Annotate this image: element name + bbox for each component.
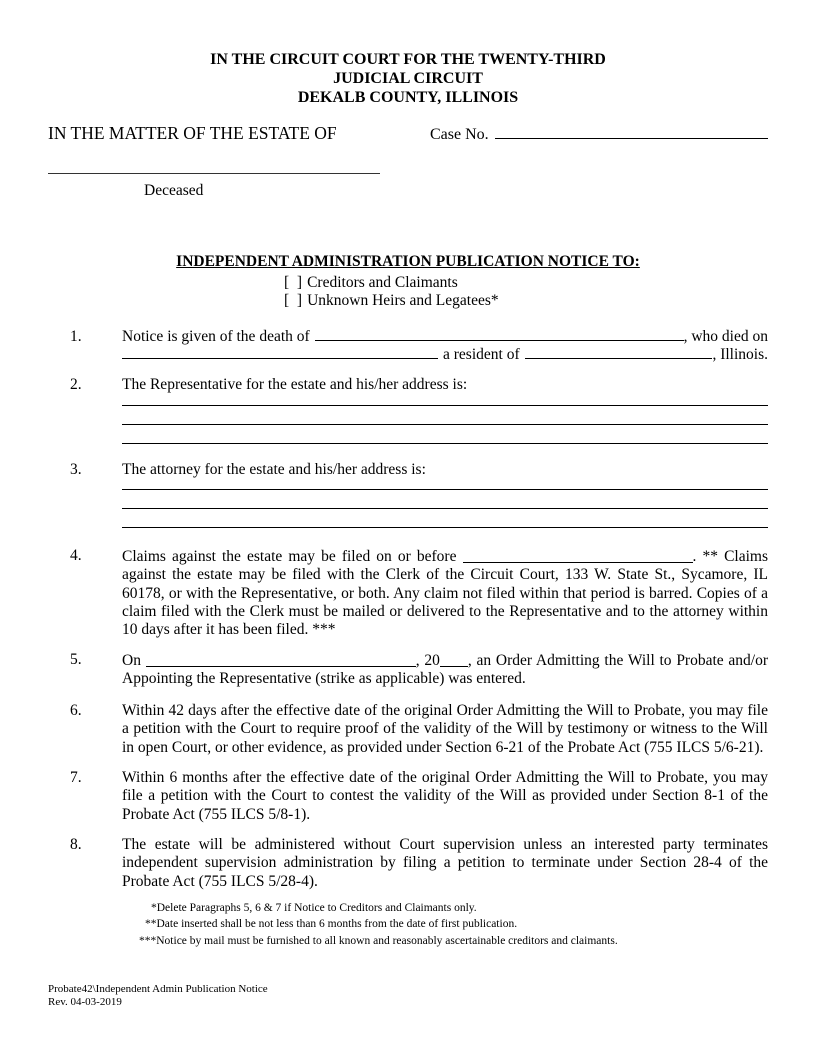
paragraph-1: [48, 328, 768, 365]
paragraph-6: [48, 702, 768, 757]
p1-end-text: , Illinois.: [712, 346, 768, 364]
paragraph-4: [48, 547, 768, 639]
order-year-field[interactable]: [440, 651, 468, 667]
paragraph-5-text: [122, 651, 768, 689]
attorney-address-line-2[interactable]: [122, 498, 768, 509]
creditors-label: Creditors and Claimants: [307, 273, 458, 291]
court-header: [48, 50, 768, 107]
creditors-checkbox[interactable]: [ ]: [284, 273, 303, 291]
paragraph-1-line-1: [122, 328, 768, 346]
case-caption: [48, 123, 768, 144]
attorney-address-line-1[interactable]: [122, 479, 768, 490]
notice-options: [284, 274, 768, 310]
paragraph-4-text: [122, 547, 768, 639]
court-name-line1: IN THE CIRCUIT COURT FOR THE TWENTY-THIRD: [210, 51, 606, 68]
paragraph-7: [48, 769, 768, 824]
p1-mid2-text: a resident of: [443, 346, 520, 364]
option-creditors: [284, 274, 768, 292]
form-identifier: [48, 983, 268, 1009]
death-date-field[interactable]: [122, 358, 438, 359]
paragraph-3-number: 3.: [70, 460, 82, 478]
paragraph-6-text: Within 42 days after the effective date of the original Order Admitting the Will to Probate, you may file a petition with the Court to require proof of the validity of the Will by testimony or witness to the Will in open Court, or other evidence, as provided under Section 6-21 of the Probate Act (755 ILCS 5/6-21).: [122, 702, 768, 756]
paragraph-3: [48, 461, 768, 528]
claims-deadline-field[interactable]: [463, 547, 693, 563]
p5-mid-text: , 20: [415, 651, 440, 669]
paragraph-1-line-2: [122, 346, 768, 364]
option-heirs: [284, 292, 768, 310]
p4-post-text: . **: [692, 548, 718, 566]
paragraph-8-text: The estate will be administered without Court supervision unless an interested party terminates independent supervision administration by filing a petition to terminate under Section 28-4 of the Probate Act (755 ILCS 5/28-4).: [122, 835, 768, 890]
p4-rest-text: Claims against the estate may be filed with the Clerk of the Circuit Court, 133 W. State St., Sycamore, IL 60178, or with the Representative, or both. Any claim not filed within that period is barred. Copies of a claim filed with the Clerk must be mailed or delivered to the Representative and to the attorney within 10 days after it has been filed. ***: [122, 548, 768, 639]
representative-address-line-1[interactable]: [122, 395, 768, 406]
paragraph-7-number: 7.: [70, 769, 82, 787]
attorney-address-line-3[interactable]: [122, 517, 768, 528]
order-date-field[interactable]: [146, 651, 416, 667]
estate-name-field[interactable]: [48, 173, 380, 174]
footnotes: [48, 900, 768, 950]
p4-pre-text: Claims against the estate may be filed on or before: [122, 548, 457, 566]
deceased-label: Deceased: [144, 182, 204, 200]
matter-of-estate-label: IN THE MATTER OF THE ESTATE OF: [48, 123, 337, 143]
case-number-label: Case No.: [430, 126, 489, 143]
form-revision-date: Rev. 04-03-2019: [48, 996, 122, 1008]
form-title: INDEPENDENT ADMINISTRATION PUBLICATION NOTICE TO:: [176, 252, 640, 270]
p5-rest-text: , an Order Admitting the Will to Probate and/or Appointing the Representative (strike as applicable) was entered.: [122, 651, 769, 687]
paragraph-7-text: Within 6 months after the effective date of the original Order Admitting the Will to Probate, you may file a petition with the Court to contest the validity of the Will as provided under Section 8-1 of the Probate Act (755 ILCS 5/8-1).: [122, 769, 768, 823]
representative-address-line-2[interactable]: [122, 414, 768, 425]
court-name-line2: JUDICIAL CIRCUIT: [333, 70, 483, 87]
paragraph-4-number: 4.: [70, 547, 82, 565]
footnote-1: *Delete Paragraphs 5, 6 & 7 if Notice to Creditors and Claimants only.: [151, 901, 477, 914]
representative-address-line-3[interactable]: [122, 433, 768, 444]
attorney-address-lines: [122, 479, 768, 528]
paragraph-5-number: 5.: [70, 650, 82, 668]
court-name-line3: DEKALB COUNTY, ILLINOIS: [297, 89, 519, 106]
case-number-field[interactable]: [495, 123, 768, 139]
p1-mid1-text: , who died on: [683, 327, 768, 345]
decedent-name-field[interactable]: [315, 340, 684, 341]
residence-field[interactable]: [525, 358, 713, 359]
heirs-checkbox[interactable]: [ ]: [284, 291, 303, 309]
p1-pre-text: Notice is given of the death of: [122, 327, 310, 345]
heirs-label: Unknown Heirs and Legatees*: [307, 291, 499, 309]
paragraph-1-number: 1.: [70, 327, 82, 345]
representative-label: The Representative for the estate and his/her address is:: [122, 376, 468, 394]
case-number-row: [430, 123, 768, 144]
paragraph-5: [48, 651, 768, 689]
paragraph-2: [48, 376, 768, 443]
paragraph-8: [48, 836, 768, 891]
footnote-2: **Date inserted shall be not less than 6 months from the date of first publication.: [145, 918, 518, 931]
p5-pre-text: On: [122, 651, 141, 669]
footnote-3: ***Notice by mail must be furnished to all known and reasonably ascertainable creditors and claimants.: [139, 934, 618, 947]
paragraph-8-number: 8.: [70, 835, 82, 853]
paragraph-2-number: 2.: [70, 376, 82, 394]
attorney-label: The attorney for the estate and his/her address is:: [122, 460, 426, 478]
paragraph-6-number: 6.: [70, 702, 82, 720]
representative-address-lines: [122, 395, 768, 444]
form-file-reference: Probate42\Independent Admin Publication Notice: [48, 983, 268, 995]
